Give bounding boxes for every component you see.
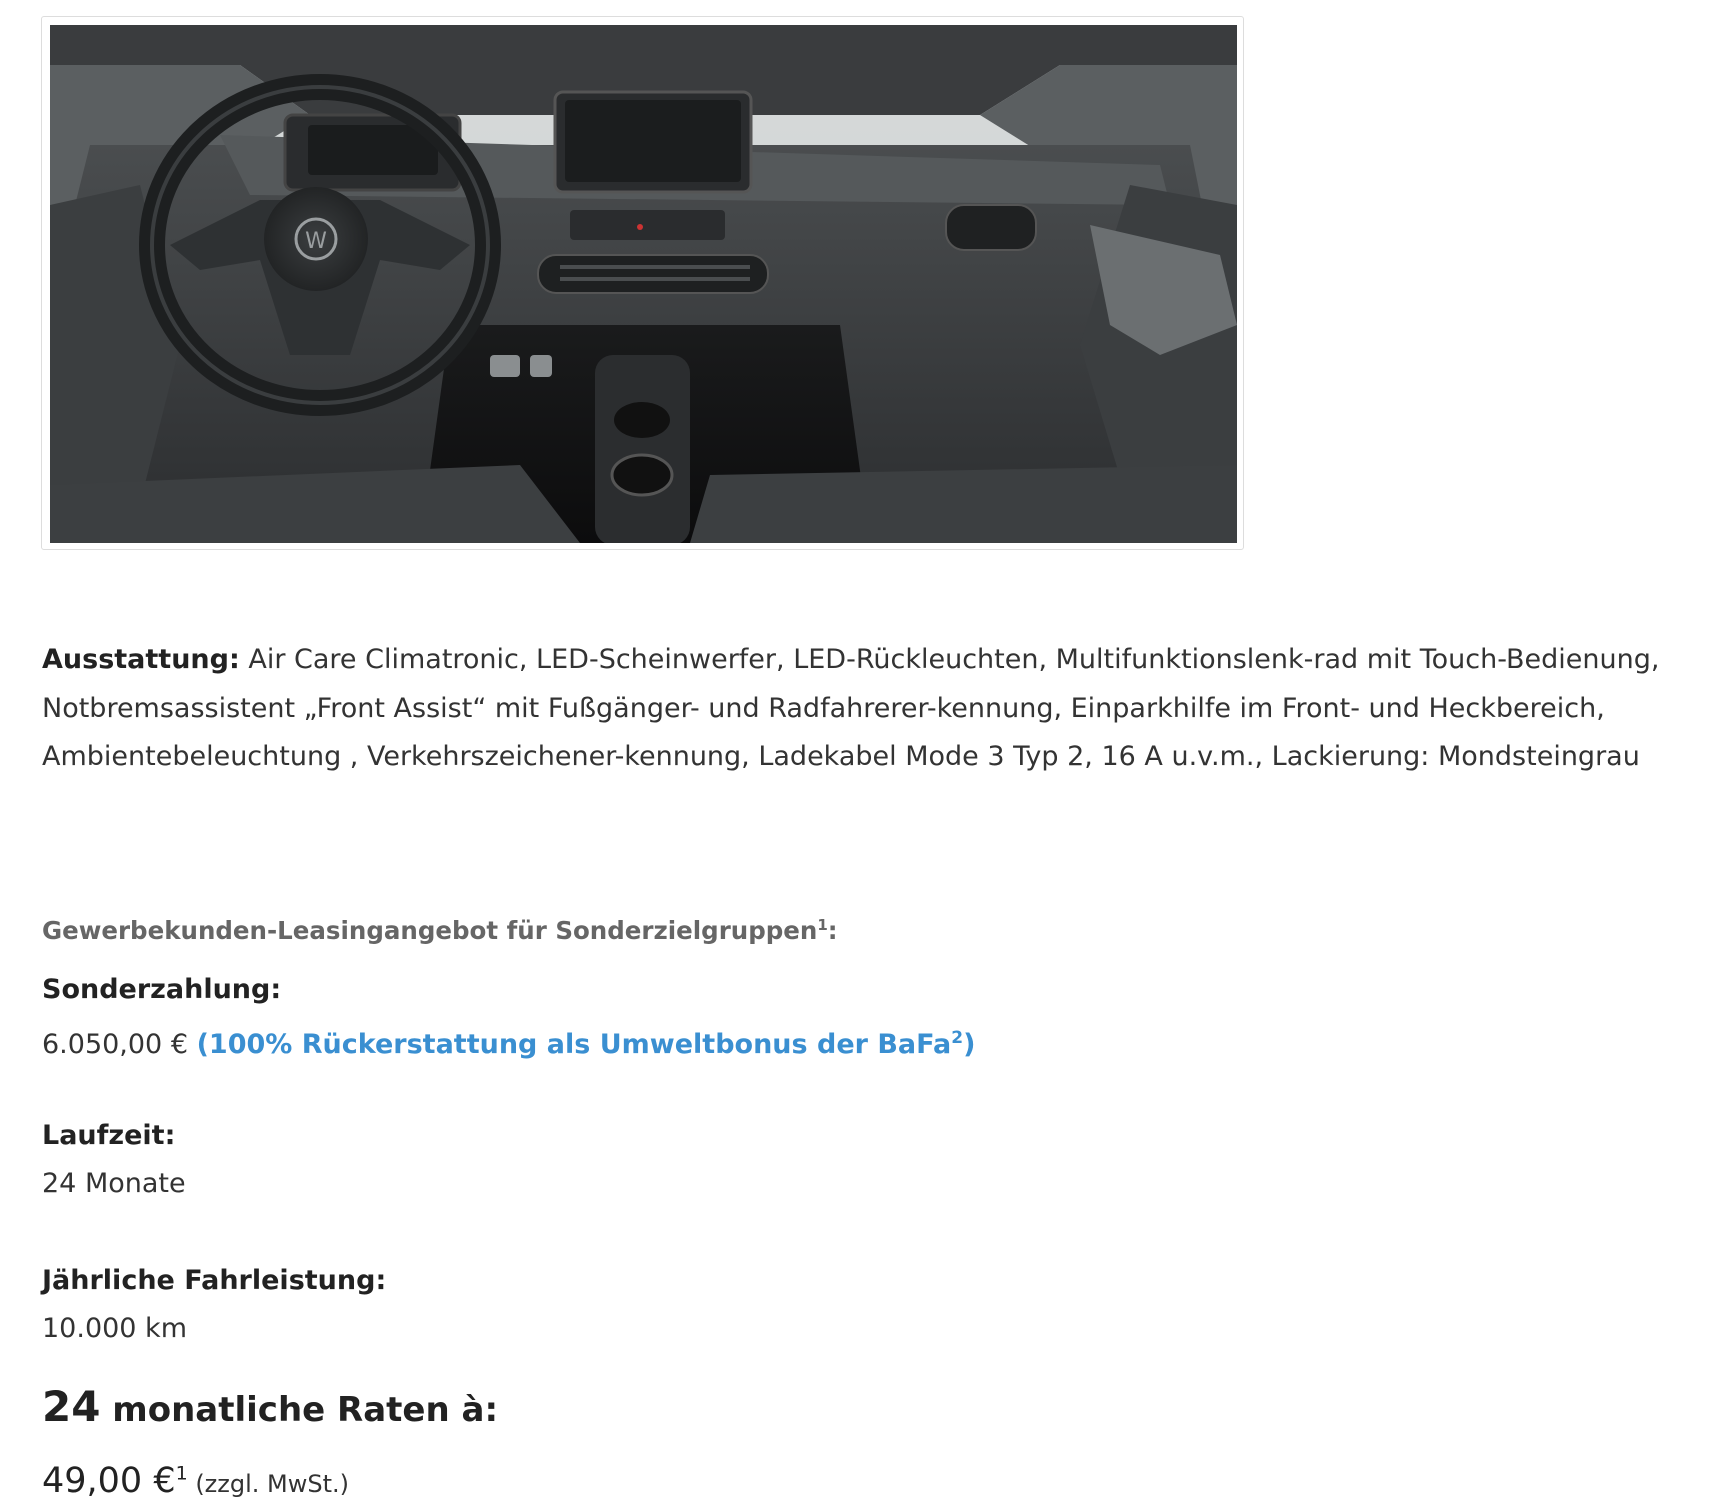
- refund-note: [197, 1029, 976, 1060]
- price-footnote: 1: [175, 1462, 188, 1485]
- down-payment-block: [42, 966, 975, 1069]
- monthly-rates-heading: [42, 1382, 498, 1431]
- hero-image-frame: [41, 16, 1244, 550]
- price-vat-note: (zzgl. MwSt.): [187, 1470, 350, 1498]
- equipment-label: Ausstattung:: [42, 644, 240, 675]
- offer-heading-text: Gewerbekunden-Leasingangebot für Sonderzielgruppen: [42, 916, 818, 946]
- down-payment-value-line: [42, 1014, 975, 1069]
- offer-heading-footnote: 1: [817, 916, 828, 934]
- mileage-value: 10.000 km: [42, 1313, 187, 1344]
- term-block: [42, 1112, 186, 1208]
- refund-close: ): [963, 1029, 976, 1060]
- offer-content: [42, 636, 1702, 1501]
- equipment-paragraph: [42, 636, 1702, 782]
- price-value: 49,00 €: [42, 1461, 176, 1501]
- monthly-price: [42, 1461, 349, 1501]
- down-payment-value: 6.050,00 €: [42, 1029, 197, 1060]
- offer-heading: [42, 916, 838, 945]
- mileage-block: [42, 1257, 386, 1353]
- refund-text: (100% Rückerstattung als Umweltbonus der BaFa: [196, 1029, 952, 1060]
- rates-text: monatliche Raten à:: [100, 1390, 499, 1430]
- car-interior-image: [50, 25, 1237, 543]
- down-payment-label: Sonderzahlung:: [42, 974, 282, 1005]
- term-value: 24 Monate: [42, 1168, 186, 1199]
- equipment-text: Air Care Climatronic, LED-Scheinwerfer, LED-Rückleuchten, Multifunktionslenk-rad mit Touch-Bedienung, Notbremsassistent „Front Assist“ mit Fußgänger- und Radfahrerer-kennung, Einparkhilfe im Front- und Heckbereich, Ambientebeleuchtung , Verkehrszeichener-kennung, Ladekabel Mode 3 Typ 2, 16 A u.v.m., Lackierung: Mondsteingrau: [42, 644, 1660, 772]
- refund-footnote: 2: [951, 1028, 964, 1048]
- svg-text:W: W: [305, 229, 327, 254]
- term-label: Laufzeit:: [42, 1120, 176, 1151]
- offer-heading-colon: :: [827, 916, 838, 946]
- mileage-label: Jährliche Fahrleistung:: [42, 1265, 387, 1296]
- rates-count: 24: [42, 1382, 101, 1431]
